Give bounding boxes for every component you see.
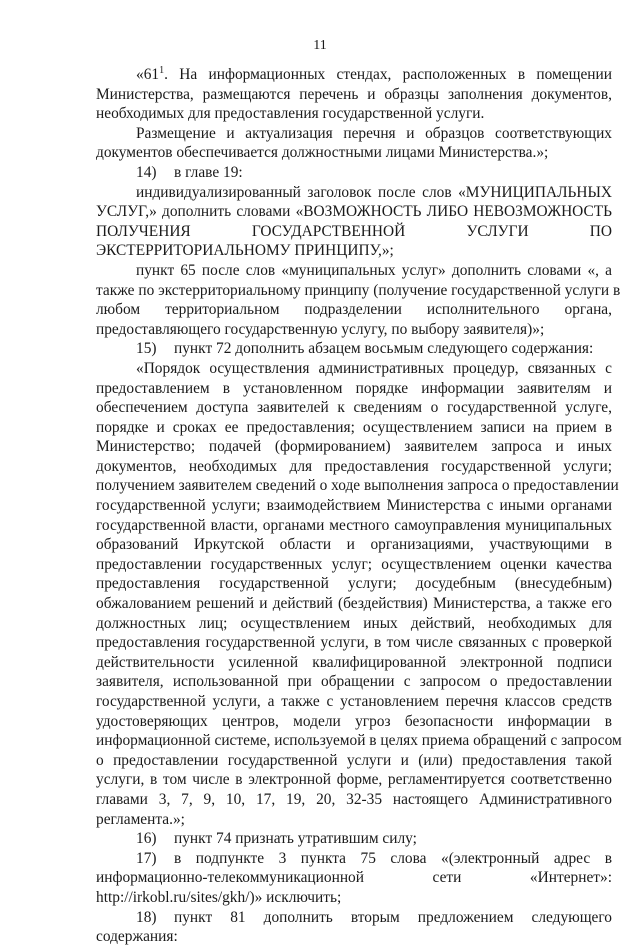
line-text: УСЛУГ,» дополнить словами «ВОЗМОЖНОСТЬ ЛИБО НЕВОЗМОЖНОСТЬ [96, 203, 612, 221]
line-text: http://irkobl.ru/sites/gkh/)» исключить; [96, 888, 342, 906]
text-line [96, 104, 612, 124]
line-text: должностных лиц; осуществлением иных действий, необходимых для [96, 614, 612, 632]
line-text: в главе 19: [174, 163, 243, 181]
line-text: информационно-телекоммуникационной сети «Интернет»: [96, 869, 612, 887]
text-line [96, 829, 612, 849]
line-text: Министерство; подачей (формированием) заявителем запроса и иных [96, 438, 612, 456]
line-text: предоставлением в установленном порядке информации заявителям и [96, 379, 612, 397]
line-text: в подпункте 3 пункта 75 слова «(электронный адрес в [174, 849, 612, 867]
text-line [96, 379, 612, 399]
line-text: информационной системе, используемой в целях приема обращений с запросом [96, 732, 622, 750]
line-text: предоставления государственной услуги, в том числе связанных с проверкой [96, 634, 612, 652]
line-text-rest: . На информационных стендах, расположенных в помещении [164, 66, 612, 83]
document-body [96, 65, 622, 947]
list-item-number: 17) [136, 849, 157, 867]
text-line [96, 143, 612, 163]
line-text: документов обеспечивается должностными лицами Министерства.»; [96, 144, 549, 162]
line-text: обжалованием решений и действий (бездействия) Министерства, а также его [96, 595, 612, 613]
line-text: ПОЛУЧЕНИЯ ГОСУДАРСТВЕННОЙ УСЛУГИ ПО [96, 222, 612, 240]
text-line [96, 927, 612, 947]
line-text: удостоверяющих центров, модели угроз безопасности информации в [96, 712, 612, 730]
line-text: государственной власти, органами местного самоуправления муниципальных [96, 516, 612, 534]
text-line [96, 751, 612, 771]
line-text: необходимых для предоставления государственной услуги. [96, 105, 485, 123]
line-text: предоставляющего государственную услугу, по выбору заявителя)»; [96, 320, 545, 338]
text-line [96, 594, 612, 614]
line-text: главами 3, 7, 9, 10, 17, 19, 20, 32-35 настоящего Административного [96, 790, 612, 808]
list-item-number: 18) [136, 908, 157, 926]
text-line [96, 202, 612, 222]
page-number: 11 [313, 38, 327, 53]
text-line [96, 516, 612, 536]
line-text: государственной услуги; взаимодействием Министерства с иными органами [96, 497, 612, 515]
line-text: образований Иркутской области и организациями, участвующими в [96, 536, 612, 554]
text-line [96, 574, 612, 594]
line-text: «61 [136, 66, 160, 83]
text-line [96, 261, 612, 281]
text-line [96, 810, 612, 830]
text-line [96, 85, 612, 105]
line-text: о предоставлении государственной услуги и (или) предоставления такой [96, 751, 612, 769]
line-text: пункт 74 признать утратившим силу; [174, 830, 417, 848]
line-text: ЭКСТЕРРИТОРИАЛЬНОМУ ПРИНЦИПУ,»; [96, 242, 394, 260]
text-line [96, 418, 612, 438]
text-line [96, 183, 612, 203]
text-line [96, 535, 612, 555]
line-text: предоставления государственной услуги; досудебным (внесудебным) [96, 575, 612, 593]
text-line [96, 555, 612, 575]
line-text: индивидуализированный заголовок после слов «МУНИЦИПАЛЬНЫХ [136, 183, 612, 201]
text-line [96, 437, 612, 457]
line-text: пункт 72 дополнить абзацем восьмым следующего содержания: [174, 340, 594, 358]
text-line [96, 790, 612, 810]
text-line [96, 65, 612, 85]
text-line [96, 476, 619, 496]
text-line [96, 614, 612, 634]
text-line [96, 633, 612, 653]
text-line [96, 320, 612, 340]
text-line [96, 908, 612, 928]
text-line [96, 849, 612, 869]
line-text: действительности усиленной квалифицированной электронной подписи [96, 653, 612, 671]
text-line [96, 222, 612, 242]
line-text: содержания: [96, 928, 178, 946]
text-line [96, 163, 612, 183]
line-text: документов, необходимых для предоставления государственной услуги; [96, 457, 612, 475]
text-line [96, 672, 612, 692]
text-line [96, 692, 612, 712]
text-line [96, 241, 612, 261]
line-text: Размещение и актуализация перечня и образцов соответствующих [136, 124, 612, 142]
line-text: также по экстерриториальному принципу (получение государственной услуги в [96, 281, 621, 299]
list-item-number: 14) [136, 163, 157, 181]
text-line [96, 712, 612, 732]
line-text: «Порядок осуществления административных процедур, связанных с [136, 359, 612, 377]
text-line [96, 281, 621, 301]
line-text: порядке и сроках ее предоставления; осуществлением записи на прием в [96, 418, 612, 436]
line-text: регламента.»; [96, 810, 185, 828]
line-text: государственной услуги, а также с установлением перечня классов средств [96, 693, 612, 710]
line-text: Министерства, размещаются перечень и образцы заполнения документов, [96, 85, 612, 103]
text-line [96, 457, 612, 477]
line-text: любом территориальном подразделении исполнительного органа, [96, 301, 612, 319]
list-item-number: 16) [136, 830, 157, 848]
line-text: услуги, в том числе в электронной форме, регламентируется соответственно [96, 771, 612, 789]
text-line [96, 653, 612, 673]
text-line [96, 770, 612, 790]
line-text: обеспечением доступа заявителей к сведениям о государственной услуге, [96, 399, 612, 417]
text-line [96, 398, 612, 418]
text-line [96, 339, 612, 359]
text-line [96, 496, 612, 516]
line-text: получением заявителем сведений о ходе выполнения запроса о предоставлении [96, 477, 619, 495]
list-item-number: 15) [136, 340, 157, 358]
line-text: пункт 65 после слов «муниципальных услуг» дополнить словами «, а [136, 261, 612, 279]
text-line [96, 124, 612, 144]
text-line [96, 868, 612, 888]
line-text: пункт 81 дополнить вторым предложением следующего [174, 908, 612, 926]
line-text: предоставлении государственных услуг; осуществлением оценки качества [96, 555, 612, 573]
line-text: заявителя, использованной при обращении с запросом о предоставлении [96, 673, 612, 691]
superscript: 1 [159, 65, 165, 76]
text-line [96, 359, 612, 379]
text-line [96, 300, 612, 320]
text-line [96, 731, 622, 751]
